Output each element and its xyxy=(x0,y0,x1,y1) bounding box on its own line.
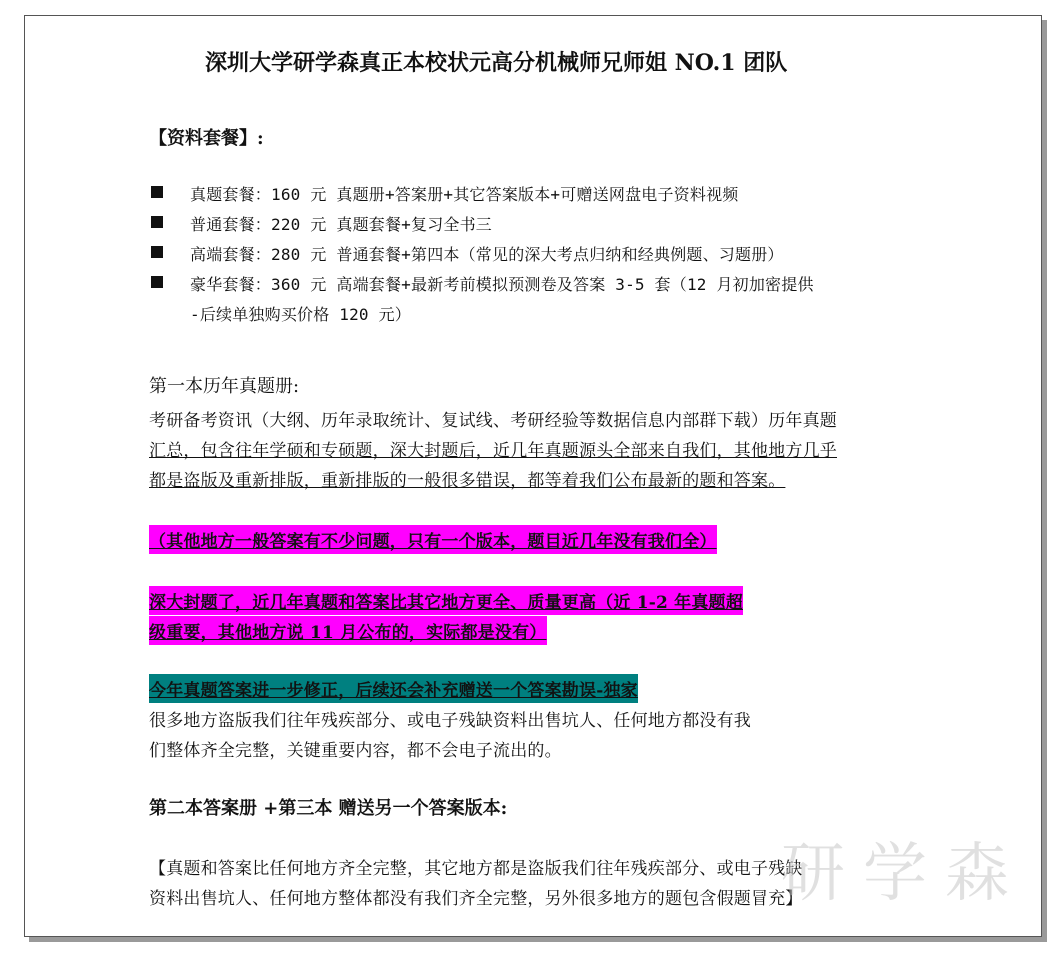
book2-line: 资料出售坑人、任何地方整体都没有我们齐全完整，另外很多地方的题包含假题冒充】 xyxy=(149,889,803,909)
book2-heading: 第二本答案册 +第三本 赠送另一个答案版本: xyxy=(149,798,508,819)
watermark: 研学森 xyxy=(781,837,1027,911)
package-item-continuation: -后续单独购买价格 120 元） xyxy=(190,305,411,324)
book1-line: 考研备考资讯（大纲、历年录取统计、复试线、考研经验等数据信息内部群下载）历年真题 xyxy=(149,411,837,431)
document-page xyxy=(24,15,1042,937)
piracy-line: 很多地方盗版我们往年残疾部分、或电子残缺资料出售坑人、任何地方都没有我 xyxy=(149,711,751,731)
bullet-marker xyxy=(151,246,163,258)
bullet-marker xyxy=(151,276,163,288)
package-item: 普通套餐：220 元 真题套餐+复习全书三 xyxy=(190,215,492,234)
highlight-exclusive: 今年真题答案进一步修正，后续还会补充赠送一个答案勘误-独家 xyxy=(149,674,638,703)
book1-line: 汇总，包含往年学硕和专硕题，深大封题后，近几年真题源头全部来自我们，其他地方几乎 xyxy=(149,441,837,461)
bullet-marker xyxy=(151,186,163,198)
highlight-note: （其他地方一般答案有不少问题，只有一个版本，题目近几年没有我们全） xyxy=(149,525,717,554)
package-item: 真题套餐：160 元 真题册+答案册+其它答案版本+可赠送网盘电子资料视频 xyxy=(190,185,739,204)
book2-line: 【真题和答案比任何地方齐全完整，其它地方都是盗版我们往年残疾部分、或电子残缺 xyxy=(149,859,803,879)
package-heading: 【资料套餐】: xyxy=(149,128,264,149)
piracy-line: 们整体齐全完整，关键重要内容，都不会电子流出的。 xyxy=(149,741,562,761)
highlight-note: 级重要，其他地方说 11 月公布的，实际都是没有） xyxy=(149,616,547,645)
book1-heading: 第一本历年真题册: xyxy=(149,376,300,397)
package-item: 高端套餐：280 元 普通套餐+第四本（常见的深大考点归纳和经典例题、习题册） xyxy=(190,245,784,264)
package-item: 豪华套餐：360 元 高端套餐+最新考前模拟预测卷及答案 3-5 套（12 月初加密提供 xyxy=(190,275,814,294)
bullet-marker xyxy=(151,216,163,228)
page-title: 深圳大学研学森真正本校状元高分机械师兄师姐 NO.1 团队 xyxy=(205,50,788,76)
book1-line: 都是盗版及重新排版，重新排版的一般很多错误，都等着我们公布最新的题和答案。 xyxy=(149,471,786,491)
highlight-note: 深大封题了，近几年真题和答案比其它地方更全、质量更高（近 1-2 年真题超 xyxy=(149,586,743,615)
